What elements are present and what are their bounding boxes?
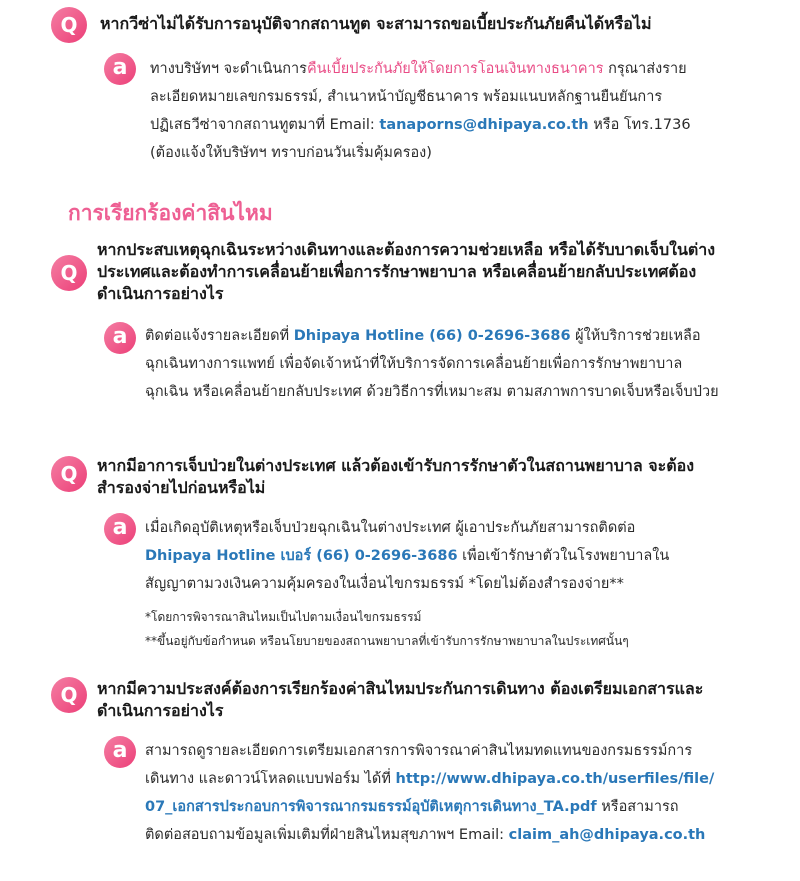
email-link[interactable]: tanaporns@dhipaya.co.th [379, 117, 589, 133]
answer-text-part: ทางบริษัทฯ จะดำเนินการ [150, 61, 307, 77]
answer-text-part: ผู้ให้บริการช่วยเหลือฉุกเฉินทางการแพทย์ เพื่อจัดเจ้าหน้าที่ให้บริการจัดการเคลื่อนย้ายเพื่อการรักษาพยาบาลฉุกเฉิน หรือเคลื่อนย้ายกลับประเทศ ด้วยวิธีการที่เหมาะสม ตามสภาพการบาดเจ็บหรือเจ็บป่วย [145, 328, 719, 400]
answer-text-part: เมื่อเกิดอุบัติเหตุหรือเจ็บป่วยฉุกเฉินในต่างประเทศ ผู้เอาประกันภัยสามารถติดต่อ [145, 520, 636, 536]
answer-badge: a [104, 322, 136, 354]
question-badge: Q [51, 677, 87, 713]
answer-text-part: เพื่อเข้ารักษาตัวในโรงพยาบาลในสัญญาตามวงเงินความคุ้มครองในเงื่อนไขกรมธรรม์ *โดยไม่ต้องสำรองจ่าย** [145, 548, 670, 592]
answer-text [145, 322, 725, 406]
hotline-number[interactable]: Dhipaya Hotline เบอร์ (66) 0-2696-3686 [145, 548, 458, 564]
question-badge: Q [51, 456, 87, 492]
answer-text [145, 514, 705, 598]
answer-text [150, 55, 700, 167]
answer-text [145, 737, 715, 849]
answer-badge: a [104, 53, 136, 85]
refund-highlight: คืนเบี้ยประกันภัยให้โดยการโอนเงินทางธนาคาร [306, 61, 604, 77]
hotline-number[interactable]: Dhipaya Hotline (66) 0-2696-3686 [293, 328, 571, 344]
answer-text-part: หรือสามารถติดต่อสอบถามข้อมูลเพิ่มเติมที่ฝ่ายสินไหมสุขภาพฯ Email: [145, 799, 679, 843]
answer-text-part: สามารถดูรายละเอียดการเตรียมเอกสารการพิจารณาค่าสินไหมทดแทนของกรมธรรม์การเดินทาง และดาวน์โหลดแบบฟอร์ม ได้ที่ [145, 743, 693, 787]
email-link[interactable]: claim_ah@dhipaya.co.th [508, 827, 706, 843]
question-text: หากมีความประสงค์ต้องการเรียกร้องค่าสินไหมประกันการเดินทาง ต้องเตรียมเอกสารและดำเนินการอย่างไร [97, 679, 704, 720]
footnote: **ขึ้นอยู่กับข้อกำหนด หรือนโยบายของสถานพยาบาลที่เข้ารับการรักษาพยาบาลในประเทศนั้นๆ [145, 634, 629, 648]
question-text: หากมีอาการเจ็บป่วยในต่างประเทศ แล้วต้องเข้ารับการรักษาตัวในสถานพยาบาล จะต้องสำรองจ่ายไปก่อนหรือไม่ [97, 456, 694, 497]
section-title: การเรียกร้องค่าสินไหม [68, 201, 273, 225]
question-badge: Q [51, 255, 87, 291]
answer-badge: a [104, 513, 136, 545]
footnote: *โดยการพิจารณาสินไหมเป็นไปตามเงื่อนไขกรมธรรม์ [145, 610, 422, 624]
answer-text-part: ติดต่อแจ้งรายละเอียดที่ [145, 328, 294, 344]
question-text: หากวีซ่าไม่ได้รับการอนุบัติจากสถานทูต จะสามารถขอเบี้ยประกันภัยคืนได้หรือไม่ [100, 14, 652, 33]
answer-text-part: กรุณาส่งรายละเอียดหมายเลขกรมธรรม์, สำเนาหน้าบัญชีธนาคาร พร้อมแนบหลักฐานยืนยันการปฏิเสธวีซ่าจากสถานทูตมาที่ Email: [150, 61, 687, 133]
document-link[interactable]: http://www.dhipaya.co.th/userfiles/file/07_เอกสารประกอบการพิจารณากรมธรรม์อุบัติเหตุการเดินทาง_TA.pdf [145, 771, 715, 815]
answer-text-part: หรือ โทร.1736 (ต้องแจ้งให้บริษัทฯ ทราบก่อนวันเริ่มคุ้มครอง) [150, 117, 691, 161]
question-badge: Q [51, 7, 87, 43]
question-text: หากประสบเหตุฉุกเฉินระหว่างเดินทางและต้องการความช่วยเหลือ หรือได้รับบาดเจ็บในต่างประเทศและต้องทำการเคลื่อนย้ายเพื่อการรักษาพยาบาล หรือเคลื่อนย้ายกลับประเทศต้องดำเนินการอย่างไร [97, 240, 716, 303]
answer-badge: a [104, 736, 136, 768]
